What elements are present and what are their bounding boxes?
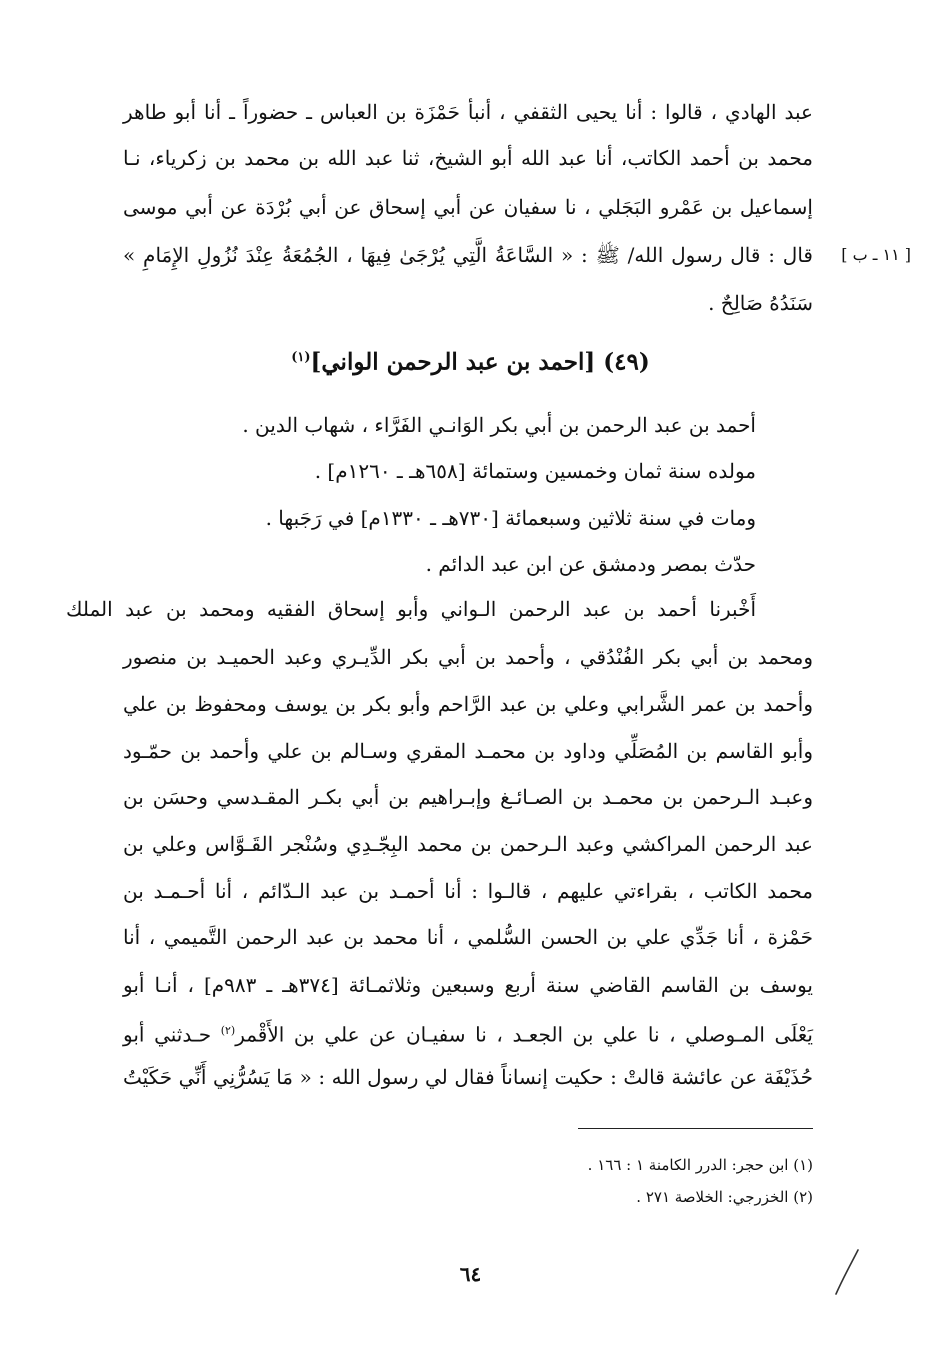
text-line: وأحمد بن عمر الشَّرابي وعلي بن عبد الرَّاحم وأبو بكر بن يوسف ومحفوظ بن علي xyxy=(123,692,813,716)
text-line: عبد الهادي ، قالوا : أنا يحيى الثقفي ، أنبأ حَمْزَة بن العباس ـ حضوراً ـ أنا أبو طاهر xyxy=(123,100,813,124)
entry-heading-text: (٤٩) [احمد بن عبد الرحمن الواني] xyxy=(310,348,650,376)
folio-margin-note: [ ١١ ـ ب ] xyxy=(841,245,911,264)
text-line: حَمْزة ، أنا جَدِّي علي بن الحسن السُّلمي ، أنا محمد بن عبد الرحمن التَّميمي ، أنا xyxy=(123,925,813,949)
text-line: محمد الكاتب ، بقراءتي عليهم ، قالـوا : أنا أحمـد بن عبد الـدّائم ، أنا أحـمـد بن xyxy=(123,879,813,903)
bio-line: أحمد بن عبد الرحمن بن أبي بكر الوَانـي الفَرَّاء ، شهاب الدين . xyxy=(242,413,756,437)
text-line: حُذَيْفَة عن عائشة قالتْ : حكيت إنساناً فقال لي رسول الله : « مَا يَسُرُّنِي أَنِّي حَكَيْتُ xyxy=(123,1065,813,1089)
text-line xyxy=(123,1016,813,1046)
pen-stroke-mark xyxy=(832,1248,862,1298)
text-line: يوسف بن القاسم القاضي سنة أربع وسبعين وثلاثمـائة [٣٧٤هـ ـ ٩٨٣م] ، أنـا أبو xyxy=(123,973,813,997)
text-line: أَخْبرنا أحمد بن عبد الرحمن الـواني وأبو إسحاق الفقيه ومحمد بن عبد الملك xyxy=(66,597,756,621)
entry-heading xyxy=(0,338,941,383)
text-line: سَنَدُهُ صَالِحٌ . xyxy=(708,291,813,315)
footnote: (٢) الخزرجي: الخلاصة ٢٧١ . xyxy=(636,1188,813,1206)
footnote-ref: (٢) xyxy=(220,1024,236,1037)
text-line: إسماعيل بن عَمْرو البَجَلي ، نا سفيان عن أبي إسحاق عن أبي بُرْدَة عن أبي موسى xyxy=(123,195,813,219)
text-line: محمد بن أحمد الكاتب، أنا عبد الله أبو الشيخ، ثنا عبد الله بن محمد بن زكرياء، نـا xyxy=(123,146,813,170)
text-segment: يَعْلَى المـوصلي ، نا علي بن الجعـد ، نا سفيـان عن علي بن الأَقْمر xyxy=(235,1022,813,1047)
page-number: ٦٤ xyxy=(459,1262,482,1286)
bio-line: ومات في سنة ثلاثين وسبعمائة [٧٣٠هـ ـ ١٣٣٠م] في رَجَبها . xyxy=(265,506,756,530)
text-line: وأبو القاسم بن المُصَلِّي وداود بن محمـد المقري وسـالم بن علي وأحمد بن حمّـود xyxy=(123,739,813,763)
bio-line: حدّث بمصر ودمشق عن ابن عبد الدائم . xyxy=(425,552,756,576)
text-line: قال : قال رسول الله/ ﷺ : « السَّاعَةُ الَّتِي يُرْجَىٰ فِيهَا ، الجُمُعَةُ عِنْدَ نُزُولِ الإِمَامِ » xyxy=(123,243,813,267)
bio-line: مولده سنة ثمان وخمسين وستمائة [٦٥٨هـ ـ ١٢٦٠م] . xyxy=(314,459,756,483)
text-segment: حـدثني أبو xyxy=(123,1022,212,1047)
text-line: وعبـد الـرحمن بن محمـد بن الصـائـغ وإبـراهيم بن أبي بكـر المقـدسي وحسَن بن xyxy=(123,785,813,809)
heading-footnote-ref: (١) xyxy=(291,350,311,365)
footnote-divider xyxy=(578,1128,813,1129)
text-line: عبد الرحمن المراكشي وعبد الـرحمن بن محمد البِجّـدِي وسُنْجر القَـوَّاس وعلي بن xyxy=(123,832,813,856)
text-line: ومحمد بن أبي بكر الفُنْدُقي ، وأحمد بن أبي بكر الدِّيـري وعبد الحميـد بن منصور xyxy=(123,645,813,669)
footnote: (١) ابن حجر: الدرر الكامنة ١ : ١٦٦ . xyxy=(587,1156,813,1174)
